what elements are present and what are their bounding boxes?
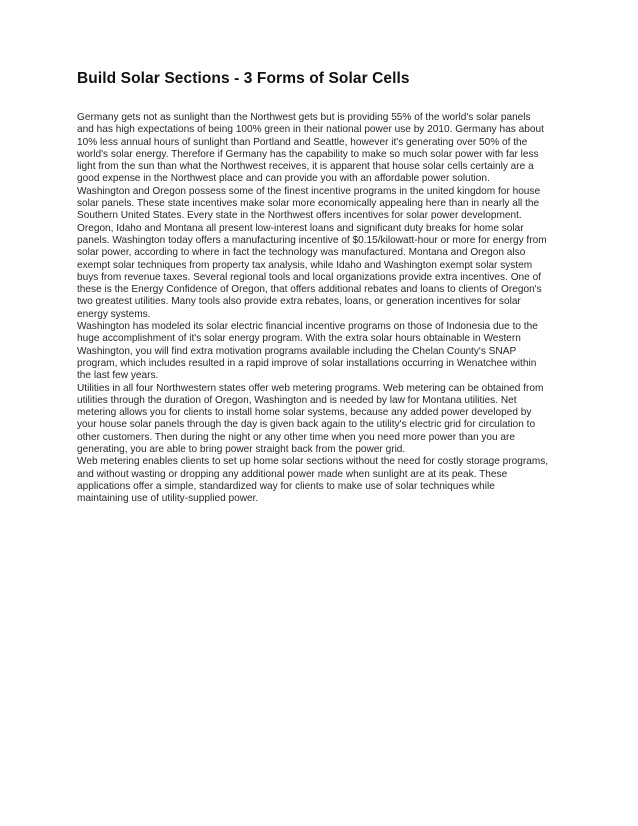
text-line: Oregon, Idaho and Montana all present low-interest loans and significant duty breaks for home solar [77,222,524,234]
body-text [77,112,569,506]
text-line: exempt solar techniques from property tax analysis, while Idaho and Washington exempt solar system [77,259,533,271]
text-line: and without wasting or dropping any additional power made when sunlight are at its peak. These [77,468,508,480]
text-line: other customers. Then during the night or any other time when you need more power than you are [77,431,516,443]
text-line: light from the sun than what the Northwest receives, it is apparent that house solar cells certainly are a [77,161,534,173]
text-line: program, which includes resulted in a rapid improve of solar installations occurring in Wenatchee within [77,357,537,369]
text-line: Germany gets not as sunlight than the Northwest gets but is providing 55% of the world's solar panels [77,112,531,123]
text-line: 10% less annual hours of sunlight than Portland and Seattle, however it's generating over 50% of the [77,136,528,148]
text-line: metering allows you for clients to install home solar systems, because any added power developed by [77,407,532,419]
text-line: Washington, you will find extra motivation programs available including the Chelan County's SNAP [77,345,517,357]
text-line: maintaining use of utility-supplied power. [77,493,259,505]
text-line: good expense in the Northwest place and can provide you with an affordable power solution. [77,173,490,185]
text-line: two greatest utilities. Many tools also provide extra rebates, loans, or generation incentives for solar [77,296,521,308]
text-line: buys from revenue taxes. Several regional tools and local organizations provide extra incentives. One of [77,271,542,283]
text-line: your house solar panels through the day is given back again to the utility's electric grid for circulation to [77,419,536,431]
text-line: the last few years. [77,370,159,382]
text-line: world's solar energy. Therefore if Germany has the capability to make so much solar power with far less [77,148,539,160]
text-line: huge accomplishment of it's solar energy program. With the extra solar hours obtainable in Western [77,333,521,345]
text-line: generating, you are able to bring power straight back from the power grid. [77,444,406,456]
text-line: Washington has modeled its solar electric financial incentive programs on those of Indonesia due to the [77,321,538,333]
text-line: applications offer a simple, standardized way for clients to make use of solar techniques while [77,480,495,492]
page-title: Build Solar Sections - 3 Forms of Solar Cells [77,70,410,87]
text-line: panels. Washington today offers a manufacturing incentive of $0.15/kilowatt-hour or more for energy from [77,234,547,246]
text-line: Washington and Oregon possess some of the finest incentive programs in the united kingdom for house [77,185,541,197]
text-line: Southern United States. Every state in the Northwest offers incentives for solar power development. [77,210,522,222]
text-line: energy systems. [77,308,151,320]
text-line: solar power, according to where in fact the technology was manufactured. Montana and Oregon also [77,247,526,259]
text-line: these is the Energy Confidence of Oregon, that offers additional rebates and loans to clients of Oregon's [77,284,542,296]
text-line: utilities through the duration of Oregon, Washington and is needed by law for Montana utilities. Net [77,394,517,406]
text-line: Web metering enables clients to set up home solar sections without the need for costly storage programs, [77,456,549,468]
text-line: solar panels. These state incentives make solar more economically appealing here than in nearly all the [77,198,540,210]
text-line: Utilities in all four Northwestern states offer web metering programs. Web metering can be obtained from [77,382,544,394]
text-line: and has high expectations of being 100% green in their national power use by 2010. Germany has about [77,124,544,136]
